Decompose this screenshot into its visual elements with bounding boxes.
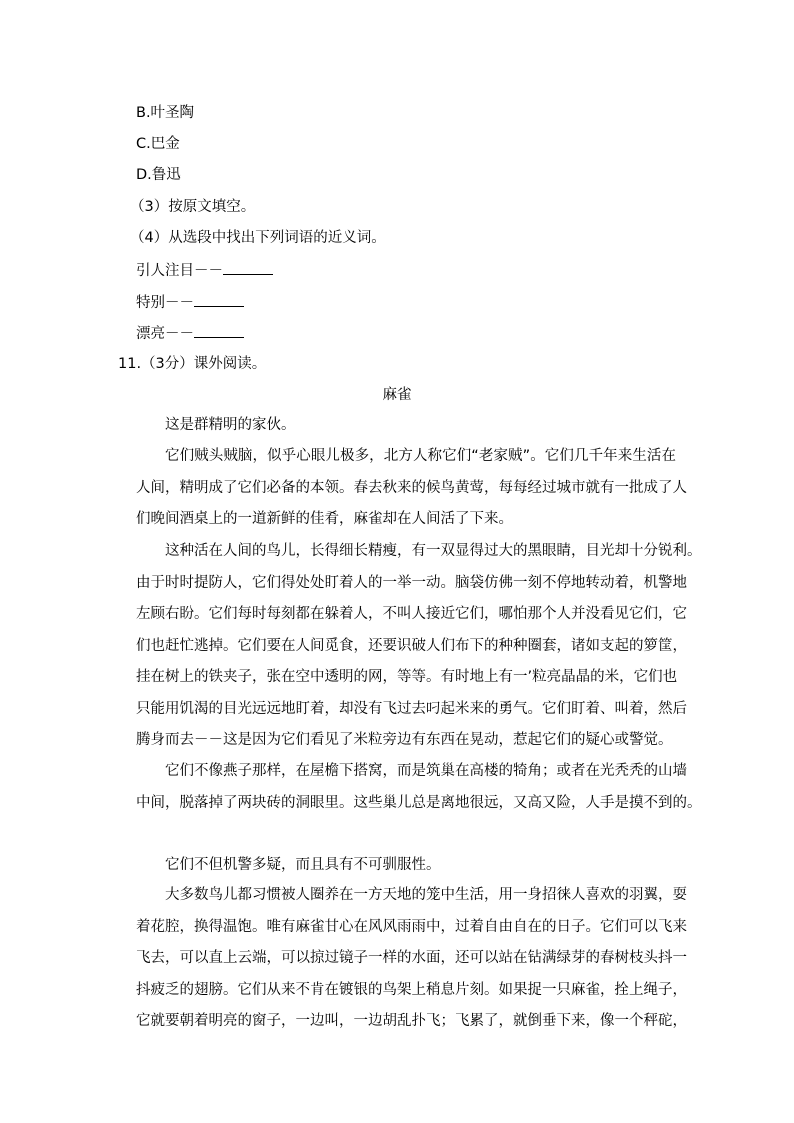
paragraph-line: 人间，精明成了它们必备的本领。春去秋来的候鸟黄莺，每每经过城市就有一批成了人 xyxy=(136,479,687,496)
paragraph-line: 大多数鸟儿都习惯被人圈养在一方天地的笼中生活，用一身招徕人喜欢的羽翼，耍 xyxy=(165,887,687,903)
answer-blank[interactable] xyxy=(223,260,273,275)
option-d: D.鲁迅 xyxy=(136,167,181,183)
paragraph xyxy=(136,880,687,1038)
synonym-item xyxy=(136,260,273,281)
paragraph-line: 着花腔，换得温饱。唯有麻雀甘心在风风雨雨中，过着自由自在的日子。它们可以飞来 xyxy=(136,918,687,935)
passage-title: 麻雀 xyxy=(382,387,412,403)
sub-question-4: （4）从选段中找出下列词语的近义词。 xyxy=(130,230,386,246)
paragraph-line: 它们贼头贼脑，似乎心眼儿极多，北方人称它们“老家贼”。它们几千年来生活在 xyxy=(165,448,676,464)
paragraph-line: 们也赶忙逃掉。它们要在人间觅食，还要识破人们布下的种种圈套，诸如支起的箩筐， xyxy=(136,637,687,654)
paragraph-line: 腾身而去－－这是因为它们看见了米粒旁边有东西在晃动，惹起它们的疑心或警觉。 xyxy=(136,732,673,748)
synonym-word: 引人注目－－ xyxy=(136,263,223,279)
paragraph xyxy=(136,850,676,882)
paragraph xyxy=(136,536,702,757)
paragraph-line: 挂在树上的铁夹子，张在空中透明的网，等等。有时地上有一’粒亮晶晶的米，它们也 xyxy=(136,669,678,685)
paragraph xyxy=(136,410,676,442)
question-11: 11.（3分）课外阅读。 xyxy=(118,356,267,372)
paragraph-line: 它们不像燕子那样，在屋檐下搭窝，而是筑巢在高楼的犄角；或者在光秃秃的山墙 xyxy=(165,763,687,779)
option-b: B.叶圣陶 xyxy=(136,105,195,121)
paragraph-line: 它们不但机警多疑，而且具有不可驯服性。 xyxy=(165,857,441,873)
answer-blank[interactable] xyxy=(194,292,244,307)
paragraph-line: 只能用饥渴的目光远远地盯着，却没有飞过去叼起米来的勇气。它们盯着、叫着，然后 xyxy=(136,700,687,717)
paragraph-line: 左顾右盼。它们每时每刻都在躲着人，不叫人接近它们，哪怕那个人并没看见它们，它 xyxy=(136,606,687,622)
synonym-item xyxy=(136,292,244,313)
synonym-word: 特别－－ xyxy=(136,295,194,311)
paragraph xyxy=(136,756,702,819)
paragraph-line: 们晚间酒桌上的一道新鲜的佳肴，麻雀却在人间活了下来。 xyxy=(136,511,513,527)
paragraph-line: 这种活在人间的鸟儿，长得细长精瘦，有一双显得过大的黑眼睛，目光却十分锐利。 xyxy=(165,543,702,559)
synonym-item xyxy=(136,323,244,344)
sub-question-3: （3）按原文填空。 xyxy=(130,199,256,215)
paragraph-line: 由于时时提防人，它们得处处盯着人的一举一动。脑袋仿佛一刻不停地转动着，机警地 xyxy=(136,574,687,591)
answer-blank[interactable] xyxy=(194,323,244,338)
paragraph-line: 飞去，可以直上云端，可以掠过镜子一样的水面，还可以站在钻满绿芽的春树枝头抖一 xyxy=(136,950,687,966)
paragraph-line: 中间，脱落掉了两块砖的洞眼里。这些巢儿总是离地很远，又高又险，人手是摸不到的。 xyxy=(136,794,702,811)
paragraph-line: 抖疲乏的翅膀。它们从来不肯在镀银的鸟架上稍息片刻。如果捉一只麻雀，拴上绳子， xyxy=(136,981,687,998)
paragraph xyxy=(136,441,687,536)
paragraph-line: 这是群精明的家伙。 xyxy=(165,417,296,433)
paragraph-line: 它就要朝着明亮的窗子，一边叫，一边胡乱扑飞；飞累了，就倒垂下来，像一个秤砣， xyxy=(136,1013,687,1029)
option-c: C.巴金 xyxy=(136,136,180,152)
synonym-word: 漂亮－－ xyxy=(136,326,194,342)
